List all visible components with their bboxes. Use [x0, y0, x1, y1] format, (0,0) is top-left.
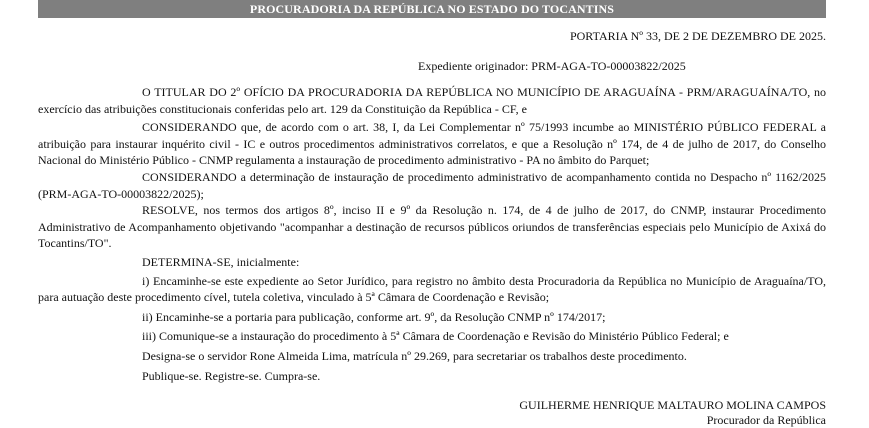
- signature-name: GUILHERME HENRIQUE MALTAURO MOLINA CAMPOS: [519, 398, 826, 413]
- paragraph-item-3: iii) Comunique-se a instauração do procedimento à 5ª Câmara de Coordenação e Revisão do Ministério Público Federal; e: [142, 329, 729, 344]
- paragraph-publique: Publique-se. Registre-se. Cumpra-se.: [142, 368, 321, 383]
- paragraph-resolve: RESOLVE, nos termos dos artigos 8º, inciso II e 9º da Resolução n. 174, de 4 de julho de 2017, do CNMP, instaurar Procedimento Administrativo de Acompanhamento objetivando "acompanhar a destinação de recursos públicos oriundos de transferências especiais pelo Município de Axixá do Tocantins/TO".: [38, 203, 826, 251]
- expediente-originador: Expediente originador: PRM-AGA-TO-00003822/2025: [418, 59, 686, 73]
- paragraph-considerando-1: CONSIDERANDO que, de acordo com o art. 38, I, da Lei Complementar nº 75/1993 incumbe ao MINISTÉRIO PÚBLICO FEDERAL a atribuição para instaurar inquérito civil - IC e outros procedimentos administrativos correlatos, e que a Resolução nº 174, de 4 de julho de 2017, do Conselho Nacional do Ministério Público - CNMP regulamenta a instauração de procedimento administrativo - PA no âmbito do Parquet;: [38, 120, 826, 168]
- document-body: [38, 84, 826, 384]
- section-header: PROCURADORIA DA REPÚBLICA NO ESTADO DO TOCANTINS: [38, 0, 826, 18]
- signature-role: Procurador da República: [706, 413, 826, 428]
- paragraph-item-2: ii) Encaminhe-se a portaria para publicação, conforme art. 9º, da Resolução CNMP nº 174/2017;: [142, 309, 606, 324]
- paragraph-titular: O TITULAR DO 2º OFÍCIO DA PROCURADORIA DA REPÚBLICA NO MUNICÍPIO DE ARAGUAÍNA - PRM/ARAGUAÍNA/TO, no exercício das atribuições constitucionais conferidas pelo art. 129 da Constituição da República - CF, e: [38, 85, 826, 116]
- paragraph-considerando-2: CONSIDERANDO a determinação de instauração de procedimento administrativo de acompanhamento contida no Despacho nº 1162/2025 (PRM-AGA-TO-00003822/2025);: [38, 169, 826, 201]
- paragraph-item-1: i) Encaminhe-se este expediente ao Setor Jurídico, para registro no âmbito desta Procuradoria da República no Município de Araguaína/TO, para autuação deste procedimento cível, tutela coletiva, vinculado à 5ª Câmara de Coordenação e Revisão;: [38, 273, 826, 305]
- document-page: [38, 0, 826, 428]
- paragraph-determina: DETERMINA-SE, inicialmente:: [142, 254, 300, 269]
- paragraph-designa: Designa-se o servidor Rone Almeida Lima, matrícula nº 29.269, para secretariar os trabalhos deste procedimento.: [142, 348, 687, 363]
- signature-block: [38, 398, 826, 428]
- portaria-title: PORTARIA Nº 33, DE 2 DE DEZEMBRO DE 2025.: [569, 29, 826, 43]
